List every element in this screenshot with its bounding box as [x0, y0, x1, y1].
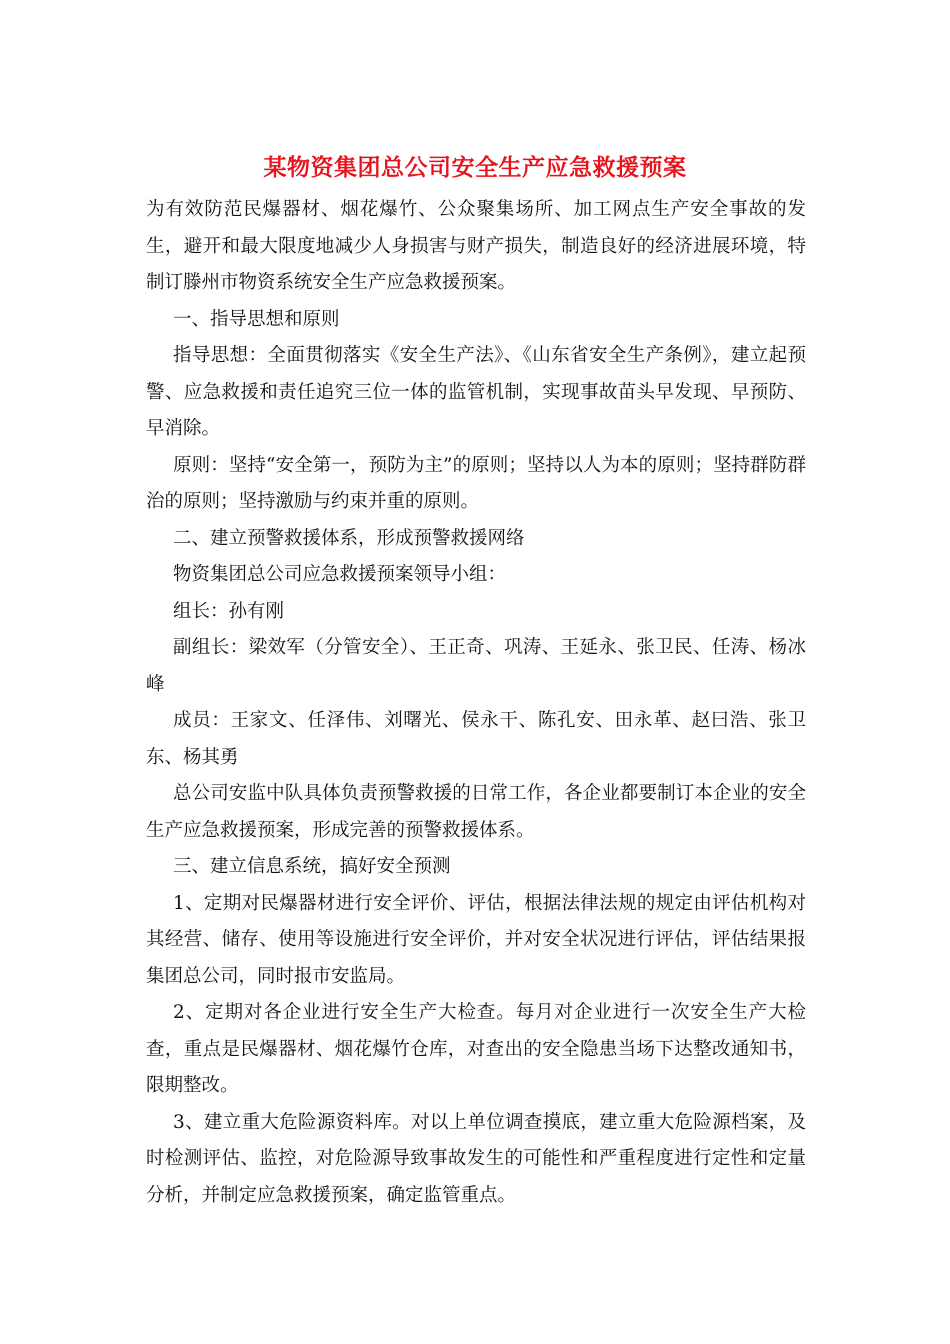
paragraph-group-leader: 组长：孙有刚 [173, 600, 285, 622]
paragraph-members: 成员：王家文、任泽伟、刘曙光、侯永干、陈孔安、田永革、赵曰浩、张卫东、杨其勇 [146, 710, 806, 768]
section-heading-3: 三、建立信息系统，搞好安全预测 [173, 856, 451, 877]
paragraph-leadership-group: 物资集团总公司应急救援预案领导小组： [173, 564, 507, 585]
paragraph-safety-office: 总公司安监中队具体负责预警救援的日常工作，各企业都要制订本企业的安全生产应急救援预案，形成完善的预警救援体系。 [146, 783, 806, 841]
paragraph-item-1: 1、定期对民爆器材进行安全评价、评估，根据法律法规的规定由评估机构对其经营、储存、使用等设施进行安全评价，并对安全状况进行评估，评估结果报集团总公司，同时报市安监局。 [146, 892, 806, 987]
paragraph-item-3: 3、建立重大危险源资料库。对以上单位调查摸底，建立重大危险源档案，及时检测评估、监控，对危险源导致事故发生的可能性和严重程度进行定性和定量分析，并制定应急救援预案，确定监管重点。 [146, 1111, 806, 1206]
paragraph-principles: 原则：坚持“安全第一，预防为主”的原则；坚持以人为本的原则；坚持群防群治的原则；坚持激励与约束并重的原则。 [146, 454, 806, 512]
document-title: 某物资集团总公司安全生产应急救援预案 [263, 154, 687, 181]
paragraph-item-2: 2、定期对各企业进行安全生产大检查。每月对企业进行一次安全生产大检查，重点是民爆器材、烟花爆竹仓库，对查出的安全隐患当场下达整改通知书，限期整改。 [146, 1002, 806, 1096]
paragraph-guiding-ideology: 指导思想：全面贯彻落实《安全生产法》、《山东省安全生产条例》，建立起预警、应急救援和责任追究三位一体的监管机制，实现事故苗头早发现、早预防、早消除。 [146, 345, 806, 439]
section-heading-1: 一、指导思想和原则 [173, 308, 340, 330]
paragraph-intro: 为有效防范民爆器材、烟花爆竹、公众聚集场所、加工网点生产安全事故的发生，避开和最大限度地减少人身损害与财产损失，制造良好的经济进展环境，特制订滕州市物资系统安全生产应急救援预案。 [146, 199, 806, 293]
section-heading-2: 二、建立预警救援体系，形成预警救援网络 [173, 527, 525, 549]
document-body [146, 192, 806, 1214]
paragraph-deputy-leaders: 副组长：梁效军（分管安全）、王正奇、巩涛、王延永、张卫民、任涛、杨冰峰 [146, 637, 806, 695]
